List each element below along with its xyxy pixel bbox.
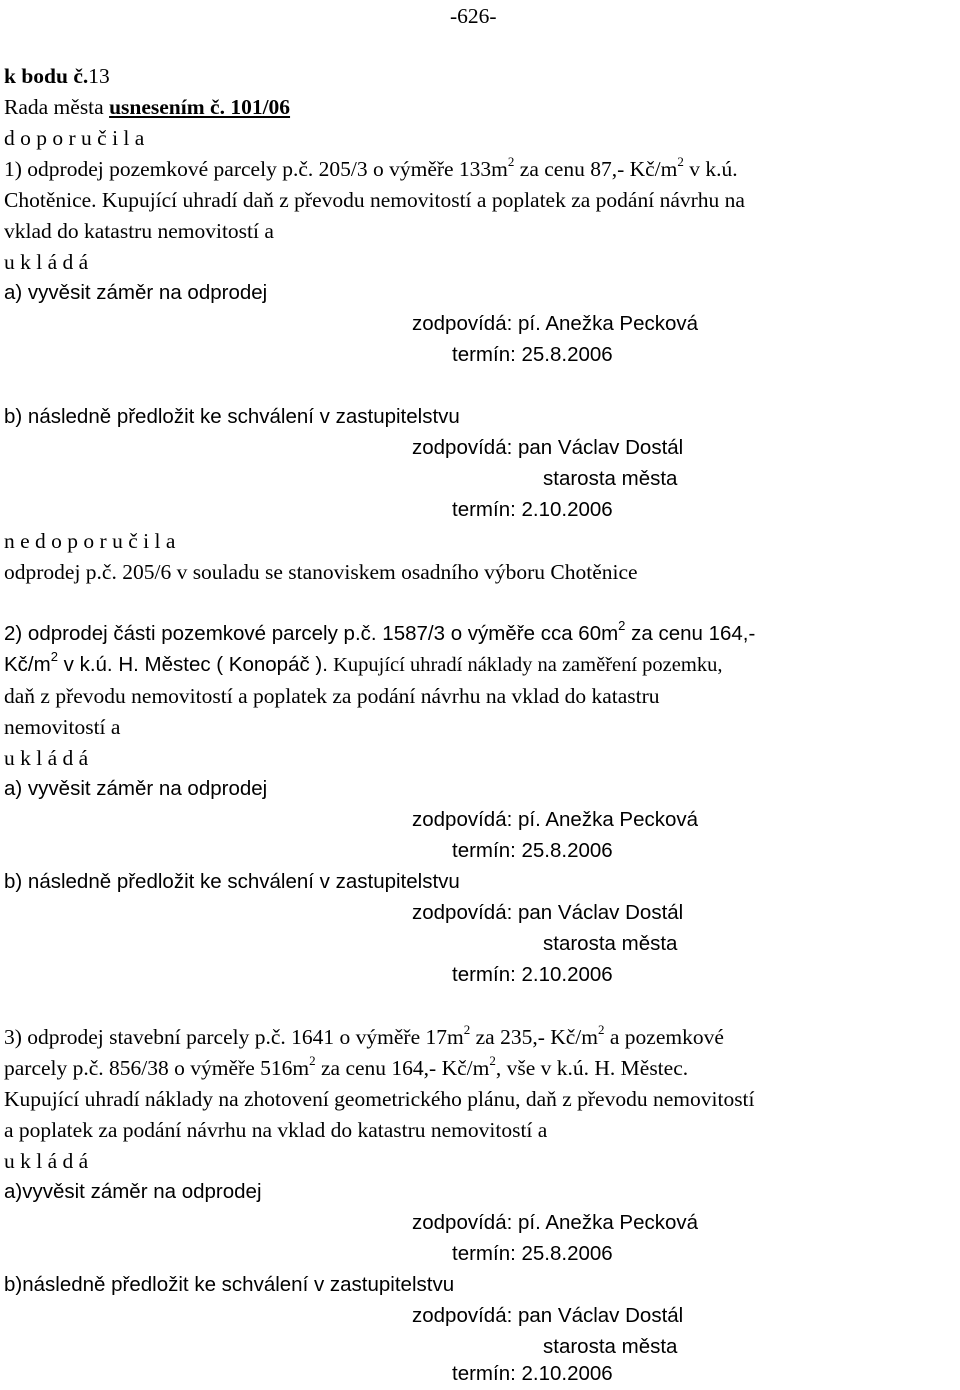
orders-label-3: u k l á d á — [4, 1149, 89, 1173]
item1-b-responsible: zodpovídá: pan Václav Dostál — [412, 436, 684, 459]
page-number: -626- — [450, 4, 497, 28]
item2-line4: nemovitostí a — [4, 715, 121, 739]
council-line: Rada města usnesením č. 101/06 — [4, 95, 291, 119]
item2-line2: $Kč/m^2$ v k.ú. H. Městec ( Konopáč ). Kupující uhradí náklady na zaměření pozemku, — [4, 649, 723, 676]
item2-line3: daň z převodu nemovitostí a poplatek za podání návrhu na vklad do katastru — [4, 684, 660, 708]
item1-line2: Chotěnice. Kupující uhradí daň z převodu nemovitostí a poplatek za podání návrhu na — [4, 188, 745, 212]
recommends-label: d o p o r u č i l a — [4, 126, 145, 150]
item3-task-b: b)následně předložit ke schválení v zastupitelstvu — [4, 1273, 455, 1296]
item2-line1: 2) odprodej části pozemkové parcely p.č. 1587/3 o výměře cca $60m^2$ za cenu 164,- — [4, 618, 756, 645]
item1-task-b: b) následně předložit ke schválení v zastupitelstvu — [4, 405, 460, 428]
item3-task-a: a)vyvěsit záměr na odprodej — [4, 1180, 262, 1203]
item3-a-responsible: zodpovídá: pí. Anežka Pecková — [412, 1211, 699, 1234]
item3-b-role: starosta města — [543, 1335, 678, 1358]
item1-line3: vklad do katastru nemovitostí a — [4, 219, 274, 243]
item1-line1: 1) odprodej pozemkové parcely p.č. 205/3 o výměře $133m^2$ za cenu 87,- $Kč/m^2$ v k.ú. — [4, 153, 738, 181]
item3-line3: Kupující uhradí náklady na zhotovení geometrického plánu, daň z převodu nemovitostí — [4, 1087, 755, 1111]
orders-label-2: u k l á d á — [4, 746, 89, 770]
item3-line1: 3) odprodej stavební parcely p.č. 1641 o výměře $17m^2$ za 235,- $Kč/m^2$ a pozemkové — [4, 1021, 724, 1049]
item3-b-deadline: termín: 2.10.2006 — [452, 1362, 613, 1385]
item1-b-deadline: termín: 2.10.2006 — [452, 498, 613, 521]
not-recommends-label: n e d o p o r u č i l a — [4, 529, 176, 553]
item3-b-responsible: zodpovídá: pan Václav Dostál — [412, 1304, 684, 1327]
item1-b-role: starosta města — [543, 467, 678, 490]
item2-b-role: starosta města — [543, 932, 678, 955]
item2-task-a: a) vyvěsit záměr na odprodej — [4, 777, 268, 800]
item2-b-responsible: zodpovídá: pan Václav Dostál — [412, 901, 684, 924]
item3-a-deadline: termín: 25.8.2006 — [452, 1242, 613, 1265]
item2-task-b: b) následně předložit ke schválení v zastupitelstvu — [4, 870, 460, 893]
item1-task-a: a) vyvěsit záměr na odprodej — [4, 281, 268, 304]
section-heading: k bodu č.13 — [4, 64, 110, 88]
item3-line2: parcely p.č. 856/38 o výměře $516m^2$ za cenu 164,- $Kč/m^2$, vše v k.ú. H. Městec. — [4, 1052, 689, 1080]
item2-b-deadline: termín: 2.10.2006 — [452, 963, 613, 986]
item1-rejected: odprodej p.č. 205/6 v souladu se stanoviskem osadního výboru Chotěnice — [4, 560, 638, 584]
item1-a-deadline: termín: 25.8.2006 — [452, 343, 613, 366]
orders-label: u k l á d á — [4, 250, 89, 274]
item2-a-deadline: termín: 25.8.2006 — [452, 839, 613, 862]
item3-line4: a poplatek za podání návrhu na vklad do katastru nemovitostí a — [4, 1118, 548, 1142]
item2-a-responsible: zodpovídá: pí. Anežka Pecková — [412, 808, 699, 831]
item1-a-responsible: zodpovídá: pí. Anežka Pecková — [412, 312, 699, 335]
